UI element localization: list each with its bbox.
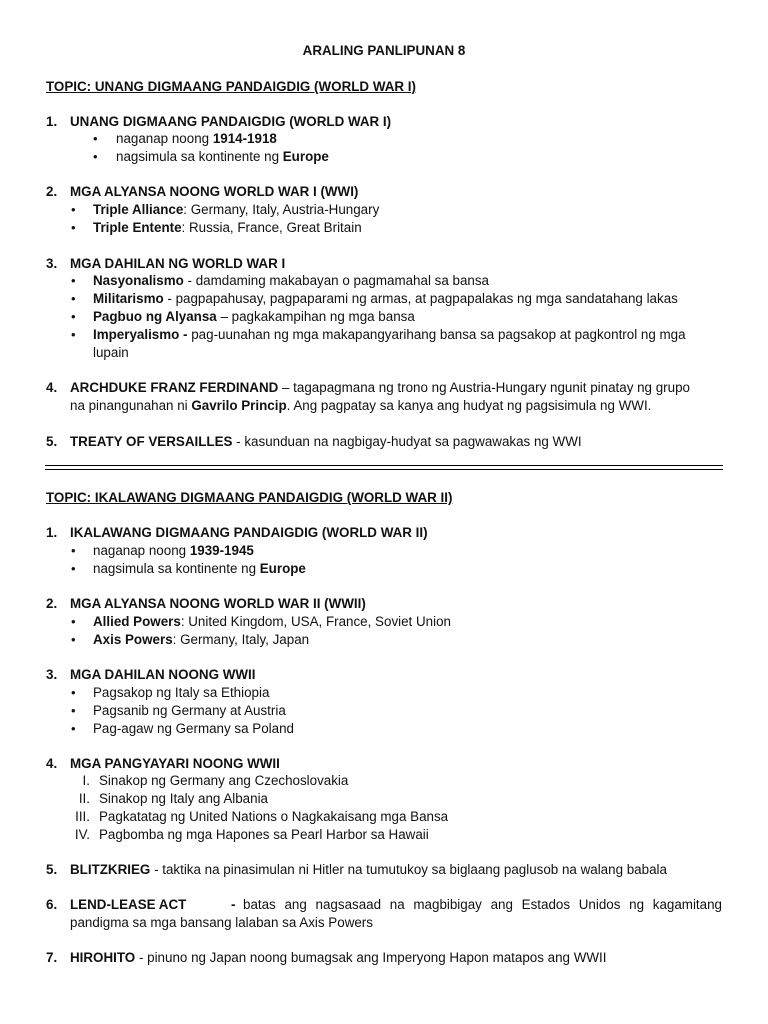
bullet-icon: •: [71, 632, 76, 647]
t2-item-4-entry-3: Pagkatatag ng United Nations o Nagkakaisang mga Bansa: [99, 809, 449, 824]
item-number: 5.: [46, 862, 58, 877]
bullet-icon: •: [71, 327, 76, 342]
t2-item-3-bullet-3: Pag-agaw ng Germany sa Poland: [93, 721, 294, 736]
t1-item-5: TREATY OF VERSAILLES - kasunduan na nagbigay-hudyat sa pagwawakas ng WWI: [70, 434, 582, 449]
roman-numeral: IV.: [74, 827, 90, 842]
t1-item-1-heading: UNANG DIGMAANG PANDAIGDIG (WORLD WAR I): [70, 114, 392, 129]
item-number: 6.: [46, 897, 58, 912]
item-number: 2.: [46, 596, 58, 611]
bullet-icon: •: [71, 273, 76, 288]
item-number: 1.: [46, 114, 58, 129]
t2-item-1-bullet-2: nagsimula sa kontinente ng Europe: [93, 561, 306, 576]
bullet-icon: •: [71, 291, 76, 306]
t1-item-4-line-1: ARCHDUKE FRANZ FERDINAND – tagapagmana ng trono ng Austria-Hungary ngunit pinatay ng grupo: [70, 380, 690, 395]
bullet-icon: •: [93, 149, 98, 164]
t2-item-2-bullet-1: Allied Powers: United Kingdom, USA, France, Soviet Union: [93, 614, 451, 629]
section-divider: [45, 469, 723, 470]
t2-item-4-entry-4: Pagbomba ng mga Hapones sa Pearl Harbor sa Hawaii: [99, 827, 429, 842]
item-number: 4.: [46, 756, 58, 771]
item-number: 3.: [46, 256, 58, 271]
t2-item-4-entry-1: Sinakop ng Germany ang Czechoslovakia: [99, 773, 349, 788]
item-number: 3.: [46, 667, 58, 682]
item-number: 7.: [46, 950, 58, 965]
topic1-heading: TOPIC: UNANG DIGMAANG PANDAIGDIG (WORLD WAR I): [46, 79, 416, 94]
bullet-icon: •: [71, 685, 76, 700]
bullet-icon: •: [93, 131, 98, 146]
t2-item-6-heading: LEND-LEASE ACT: [70, 897, 187, 912]
t2-item-3-bullet-1: Pagsakop ng Italy sa Ethiopia: [93, 685, 270, 700]
t2-item-6-dash: -: [231, 897, 236, 912]
t2-item-2-heading: MGA ALYANSA NOONG WORLD WAR II (WWII): [70, 596, 366, 611]
item-number: 5.: [46, 434, 58, 449]
t1-item-2-bullet-1: Triple Alliance: Germany, Italy, Austria-Hungary: [93, 202, 380, 217]
bullet-icon: •: [71, 721, 76, 736]
t1-item-1: [46, 114, 57, 130]
bullet-icon: •: [71, 543, 76, 558]
topic2-heading: TOPIC: IKALAWANG DIGMAANG PANDAIGDIG (WORLD WAR II): [46, 490, 453, 505]
document-title: ARALING PANLIPUNAN 8: [302, 43, 466, 58]
t1-item-1-bullet-1: naganap noong 1914-1918: [116, 131, 277, 146]
t2-item-6-line-1: batas ang nagsasaad na magbibigay ang Estados Unidos ng kagamitang: [243, 897, 722, 912]
t1-item-3-bullet-4: Imperyalismo - pag-uunahan ng mga makapangyarihang bansa sa pagsakop at pagkontrol ng mga: [93, 327, 686, 342]
t1-item-3-heading: MGA DAHILAN NG WORLD WAR I: [70, 256, 286, 271]
bullet-icon: •: [71, 220, 76, 235]
bullet-icon: •: [71, 703, 76, 718]
bullet-icon: •: [71, 614, 76, 629]
t1-item-3-bullet-1: Nasyonalismo - damdaming makabayan o pagmamahal sa bansa: [93, 273, 489, 288]
t1-item-4-line-2: na pinangunahan ni Gavrilo Princip. Ang pagpatay sa kanya ang hudyat ng pagsisimula ng WWI.: [70, 398, 652, 413]
t1-item-2-heading: MGA ALYANSA NOONG WORLD WAR I (WWI): [70, 184, 359, 199]
roman-numeral: III.: [75, 809, 90, 824]
bullet-icon: •: [71, 561, 76, 576]
t2-item-7: HIROHITO - pinuno ng Japan noong bumagsak ang Imperyong Hapon matapos ang WWII: [70, 950, 607, 965]
t1-item-3-bullet-2: Militarismo - pagpapahusay, pagpaparami ng armas, at pagpapalakas ng mga sandatahang lakas: [93, 291, 678, 306]
t2-item-6-line-2: pandigma sa mga bansang lalaban sa Axis Powers: [70, 915, 373, 930]
t1-item-3-bullet-3: Pagbuo ng Alyansa – pagkakampihan ng mga bansa: [93, 309, 415, 324]
t2-item-4-entry-2: Sinakop ng Italy ang Albania: [99, 791, 268, 806]
t2-item-3-heading: MGA DAHILAN NOONG WWII: [70, 667, 256, 682]
t2-item-2-bullet-2: Axis Powers: Germany, Italy, Japan: [93, 632, 310, 647]
roman-numeral: II.: [78, 791, 90, 806]
t2-item-3-bullet-2: Pagsanib ng Germany at Austria: [93, 703, 286, 718]
bullet-icon: •: [71, 309, 76, 324]
t1-item-3-bullet-4-cont: lupain: [93, 345, 129, 360]
t1-item-1-bullet-2: nagsimula sa kontinente ng Europe: [116, 149, 329, 164]
item-number: 2.: [46, 184, 58, 199]
t1-item-2-bullet-2: Triple Entente: Russia, France, Great Britain: [93, 220, 362, 235]
item-number: 4.: [46, 380, 58, 395]
item-number: 1.: [46, 525, 58, 540]
section-divider: [45, 465, 723, 466]
t2-item-1-heading: IKALAWANG DIGMAANG PANDAIGDIG (WORLD WAR II): [70, 525, 428, 540]
t2-item-5: BLITZKRIEG - taktika na pinasimulan ni Hitler na tumutukoy sa biglaang paglusob na walang babala: [70, 862, 667, 877]
bullet-icon: •: [71, 202, 76, 217]
t2-item-4-heading: MGA PANGYAYARI NOONG WWII: [70, 756, 280, 771]
roman-numeral: I.: [82, 773, 90, 788]
t2-item-1-bullet-1: naganap noong 1939-1945: [93, 543, 254, 558]
